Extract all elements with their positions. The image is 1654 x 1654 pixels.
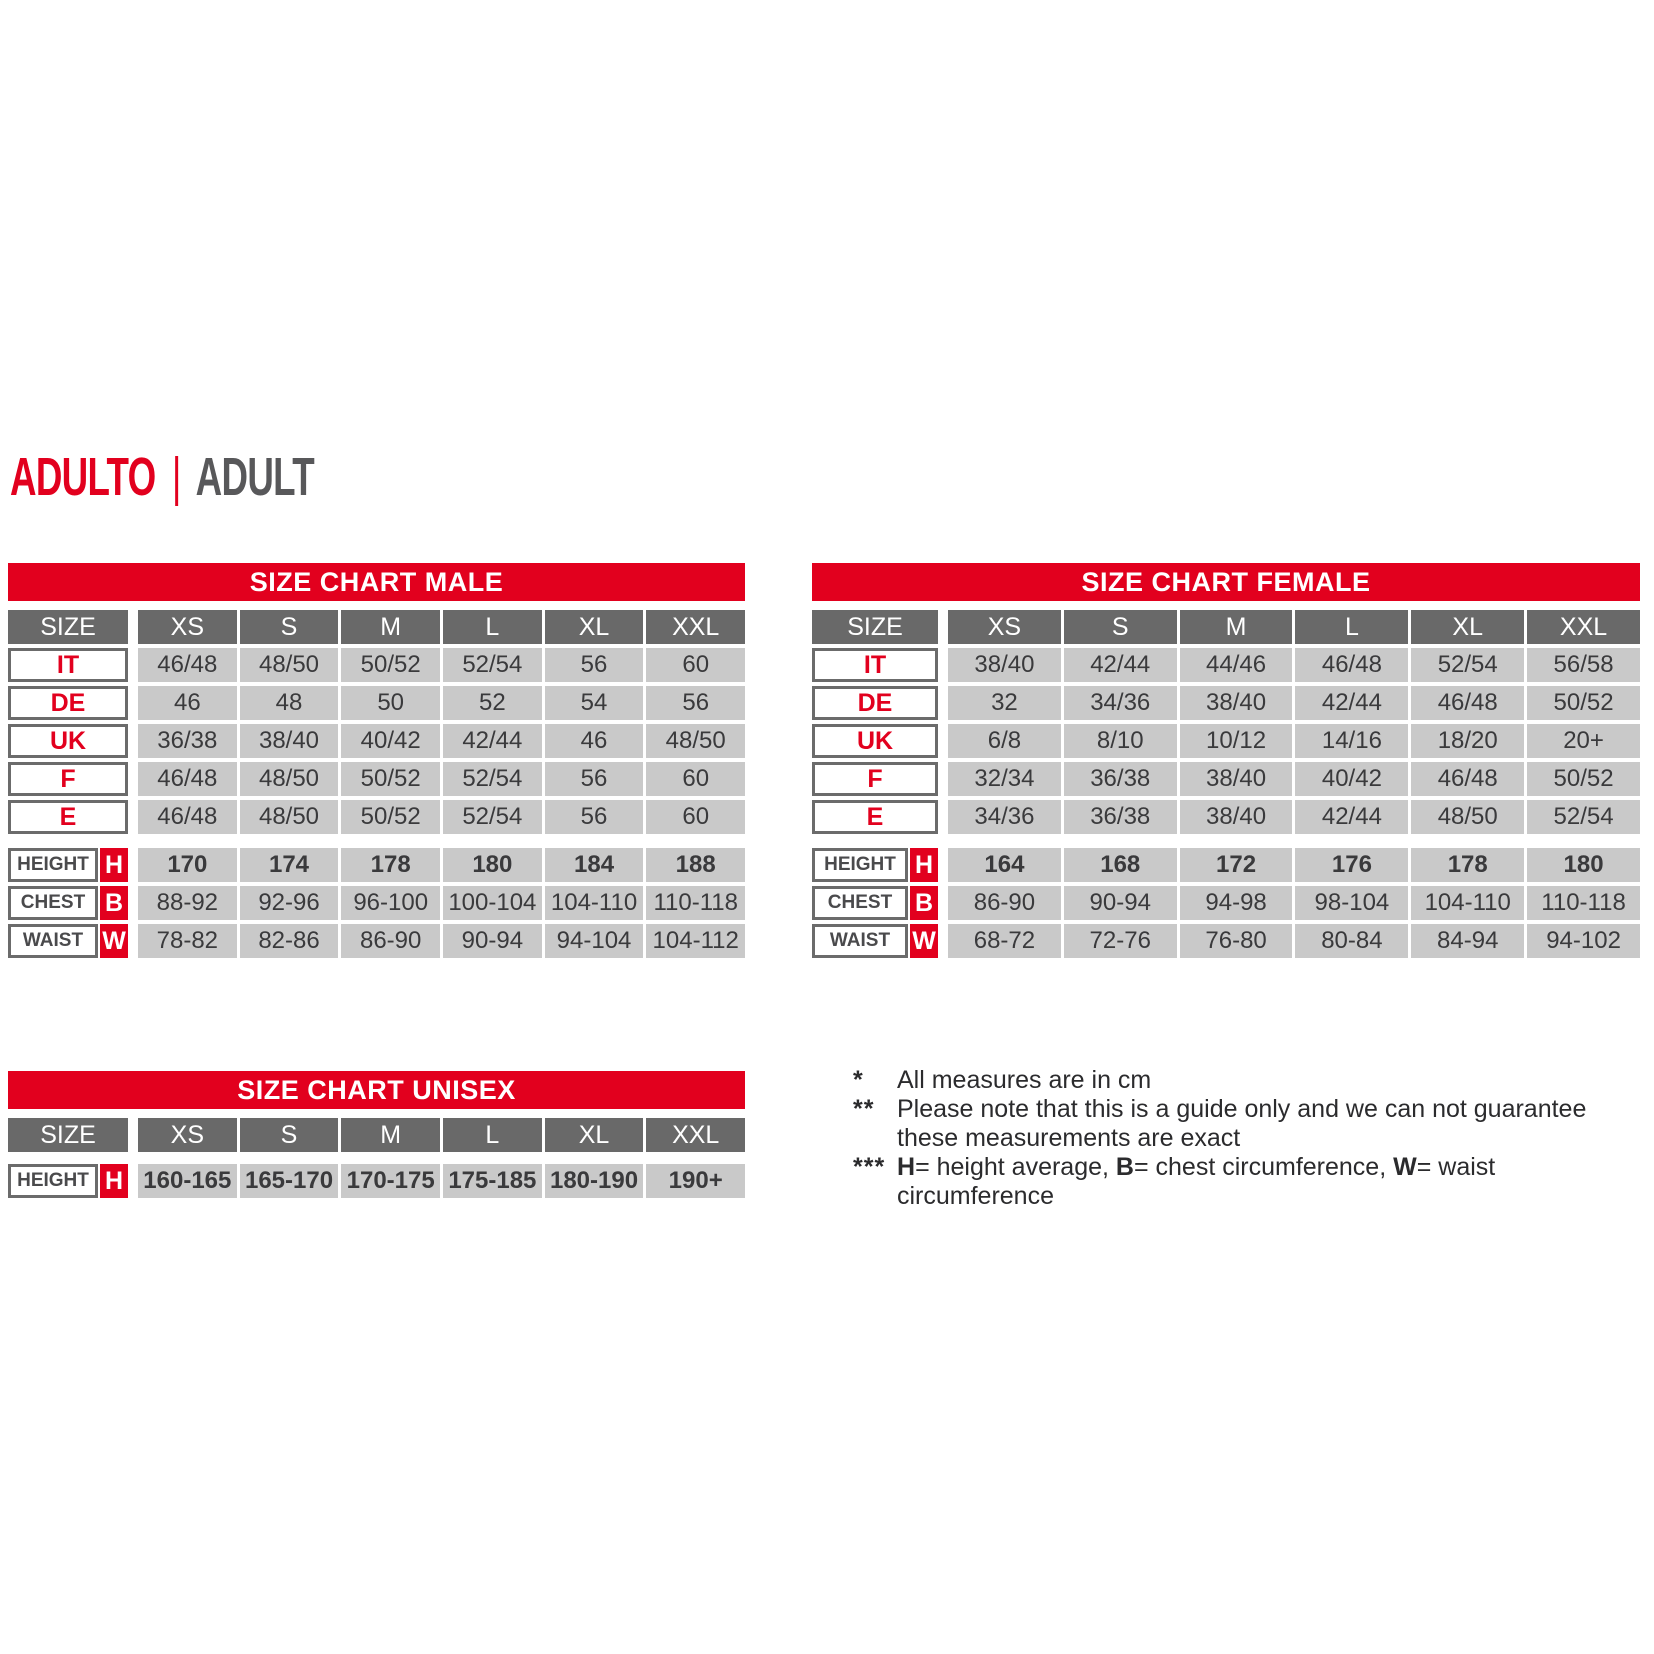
- footnote-measures-cm: [853, 1066, 1653, 1095]
- unisex-header-xs: XS: [138, 1118, 237, 1152]
- footnote-marker: [853, 1124, 897, 1153]
- size-value-cell: 48/50: [646, 724, 745, 758]
- size-value-cell: 46/48: [138, 648, 237, 682]
- female-header-row: [812, 610, 1640, 644]
- female-header-m: M: [1180, 610, 1293, 644]
- male-header-xs: XS: [138, 610, 237, 644]
- page-title-english: ADULT: [195, 447, 314, 507]
- size-value-cell: 8/10: [1064, 724, 1177, 758]
- size-value-cell: 40/42: [341, 724, 440, 758]
- size-value-cell: 44/46: [1180, 648, 1293, 682]
- measure-value-cell: 104-112: [646, 924, 745, 958]
- measure-value-cell: 160-165: [138, 1164, 237, 1198]
- male-waist-label: WAIST: [8, 924, 98, 958]
- size-value-cell: 52/54: [1527, 800, 1640, 834]
- male-row-f: [8, 762, 745, 796]
- measure-value-cell: 104-110: [545, 886, 644, 920]
- size-value-cell: 38/40: [240, 724, 339, 758]
- measure-value-cell: 92-96: [240, 886, 339, 920]
- size-value-cell: 36/38: [138, 724, 237, 758]
- waist-badge: W: [910, 924, 938, 958]
- measure-value-cell: 78-82: [138, 924, 237, 958]
- size-value-cell: 46/48: [138, 800, 237, 834]
- size-value-cell: 46: [138, 686, 237, 720]
- unisex-header-row: [8, 1118, 745, 1152]
- unisex-table-banner: SIZE CHART UNISEX: [8, 1071, 745, 1109]
- size-value-cell: 6/8: [948, 724, 1061, 758]
- size-value-cell: 52/54: [1411, 648, 1524, 682]
- measure-value-cell: 72-76: [1064, 924, 1177, 958]
- male-measures-section: [8, 848, 745, 958]
- measure-value-cell: 88-92: [138, 886, 237, 920]
- unisex-measures-section: [8, 1164, 745, 1198]
- size-value-cell: 52/54: [443, 762, 542, 796]
- page-title: [10, 446, 457, 508]
- measure-value-cell: 94-104: [545, 924, 644, 958]
- size-value-cell: 20+: [1527, 724, 1640, 758]
- female-row-label-e: E: [812, 800, 938, 834]
- female-header-xl: XL: [1411, 610, 1524, 644]
- size-value-cell: 38/40: [948, 648, 1061, 682]
- male-row-label-de: DE: [8, 686, 128, 720]
- female-row-f: [812, 762, 1640, 796]
- male-header-row: [8, 610, 745, 644]
- female-row-label-f: F: [812, 762, 938, 796]
- female-row-de: [812, 686, 1640, 720]
- measure-value-cell: 82-86: [240, 924, 339, 958]
- measure-value-cell: 68-72: [948, 924, 1061, 958]
- size-value-cell: 54: [545, 686, 644, 720]
- male-row-e: [8, 800, 745, 834]
- title-separator: |: [171, 447, 181, 507]
- measure-value-cell: 176: [1295, 848, 1408, 882]
- male-table-banner: SIZE CHART MALE: [8, 563, 745, 601]
- size-value-cell: 50/52: [341, 762, 440, 796]
- female-chest-row: [812, 886, 1640, 920]
- male-row-label-uk: UK: [8, 724, 128, 758]
- size-value-cell: 50/52: [341, 648, 440, 682]
- unisex-header-size: SIZE: [8, 1118, 128, 1152]
- size-value-cell: 60: [646, 800, 745, 834]
- size-value-cell: 52: [443, 686, 542, 720]
- measure-value-cell: 164: [948, 848, 1061, 882]
- male-row-uk: [8, 724, 745, 758]
- male-height-row: [8, 848, 745, 882]
- measure-value-cell: 110-118: [1527, 886, 1640, 920]
- male-header-s: S: [240, 610, 339, 644]
- female-height-row: [812, 848, 1640, 882]
- unisex-height-label: HEIGHT: [8, 1164, 98, 1198]
- size-value-cell: 56: [545, 800, 644, 834]
- footnote-marker: ***: [853, 1153, 886, 1181]
- size-value-cell: 36/38: [1064, 800, 1177, 834]
- size-value-cell: 38/40: [1180, 800, 1293, 834]
- measure-value-cell: 94-98: [1180, 886, 1293, 920]
- footnote-guide-only-cont: [853, 1124, 1653, 1153]
- size-value-cell: 42/44: [1295, 800, 1408, 834]
- measure-value-cell: 174: [240, 848, 339, 882]
- measure-value-cell: 170-175: [341, 1164, 440, 1198]
- male-header-m: M: [341, 610, 440, 644]
- unisex-header-xl: XL: [545, 1118, 644, 1152]
- size-value-cell: 18/20: [1411, 724, 1524, 758]
- female-row-e: [812, 800, 1640, 834]
- height-badge: H: [910, 848, 938, 882]
- size-value-cell: 56: [545, 762, 644, 796]
- size-value-cell: 48/50: [1411, 800, 1524, 834]
- size-value-cell: 46/48: [138, 762, 237, 796]
- size-value-cell: 60: [646, 762, 745, 796]
- measure-value-cell: 180-190: [545, 1164, 644, 1198]
- size-value-cell: 32: [948, 686, 1061, 720]
- size-value-cell: 50/52: [1527, 686, 1640, 720]
- measure-value-cell: 184: [545, 848, 644, 882]
- size-value-cell: 42/44: [443, 724, 542, 758]
- male-header-xxl: XXL: [646, 610, 745, 644]
- size-value-cell: 56/58: [1527, 648, 1640, 682]
- size-value-cell: 40/42: [1295, 762, 1408, 796]
- measure-value-cell: 172: [1180, 848, 1293, 882]
- size-value-cell: 34/36: [1064, 686, 1177, 720]
- male-row-label-f: F: [8, 762, 128, 796]
- female-waist-label: WAIST: [812, 924, 908, 958]
- male-row-it: [8, 648, 745, 682]
- female-size-table: [812, 563, 1640, 962]
- size-value-cell: 14/16: [1295, 724, 1408, 758]
- measure-value-cell: 110-118: [646, 886, 745, 920]
- chest-badge: B: [910, 886, 938, 920]
- measure-value-cell: 76-80: [1180, 924, 1293, 958]
- female-chest-label: CHEST: [812, 886, 908, 920]
- size-value-cell: 46/48: [1411, 686, 1524, 720]
- male-chest-row: [8, 886, 745, 920]
- measure-value-cell: 100-104: [443, 886, 542, 920]
- size-value-cell: 32/34: [948, 762, 1061, 796]
- size-value-cell: 48: [240, 686, 339, 720]
- measure-value-cell: 178: [1411, 848, 1524, 882]
- footnote-text: these measurements are exact: [897, 1124, 1241, 1152]
- male-header-l: L: [443, 610, 542, 644]
- size-value-cell: 52/54: [443, 800, 542, 834]
- size-value-cell: 38/40: [1180, 762, 1293, 796]
- measure-value-cell: 178: [341, 848, 440, 882]
- size-value-cell: 46/48: [1295, 648, 1408, 682]
- size-value-cell: 42/44: [1295, 686, 1408, 720]
- male-size-table: [8, 563, 745, 962]
- unisex-size-table: [8, 1071, 745, 1202]
- size-value-cell: 46/48: [1411, 762, 1524, 796]
- size-value-cell: 56: [646, 686, 745, 720]
- size-value-cell: 56: [545, 648, 644, 682]
- male-row-label-it: IT: [8, 648, 128, 682]
- measure-value-cell: 86-90: [948, 886, 1061, 920]
- unisex-header-l: L: [443, 1118, 542, 1152]
- female-waist-row: [812, 924, 1640, 958]
- footnote-guide-only: [853, 1095, 1653, 1124]
- measure-value-cell: 94-102: [1527, 924, 1640, 958]
- male-waist-row: [8, 924, 745, 958]
- measure-value-cell: 104-110: [1411, 886, 1524, 920]
- height-badge: H: [100, 1164, 128, 1198]
- measure-value-cell: 170: [138, 848, 237, 882]
- size-value-cell: 36/38: [1064, 762, 1177, 796]
- footnote-legend: [853, 1153, 1653, 1211]
- size-value-cell: 48/50: [240, 648, 339, 682]
- unisex-header-m: M: [341, 1118, 440, 1152]
- size-value-cell: 50: [341, 686, 440, 720]
- chest-badge: B: [100, 886, 128, 920]
- measure-value-cell: 84-94: [1411, 924, 1524, 958]
- footnote-text: All measures are in cm: [897, 1066, 1152, 1094]
- measure-value-cell: 180: [1527, 848, 1640, 882]
- female-row-label-it: IT: [812, 648, 938, 682]
- female-header-l: L: [1295, 610, 1408, 644]
- male-chest-label: CHEST: [8, 886, 98, 920]
- size-value-cell: 60: [646, 648, 745, 682]
- measure-value-cell: 96-100: [341, 886, 440, 920]
- unisex-header-s: S: [240, 1118, 339, 1152]
- female-height-label: HEIGHT: [812, 848, 908, 882]
- female-row-it: [812, 648, 1640, 682]
- male-header-size: SIZE: [8, 610, 128, 644]
- unisex-header-xxl: XXL: [646, 1118, 745, 1152]
- female-table-banner: SIZE CHART FEMALE: [812, 563, 1640, 601]
- measure-value-cell: 168: [1064, 848, 1177, 882]
- size-value-cell: 34/36: [948, 800, 1061, 834]
- female-measures-section: [812, 848, 1640, 958]
- measure-value-cell: 86-90: [341, 924, 440, 958]
- male-row-de: [8, 686, 745, 720]
- footnote-marker: **: [853, 1095, 875, 1123]
- female-header-size: SIZE: [812, 610, 938, 644]
- female-header-xs: XS: [948, 610, 1061, 644]
- height-badge: H: [100, 848, 128, 882]
- size-value-cell: 46: [545, 724, 644, 758]
- size-value-cell: 50/52: [341, 800, 440, 834]
- female-header-xxl: XXL: [1527, 610, 1640, 644]
- page-title-italian: ADULTO: [10, 447, 156, 507]
- male-header-xl: XL: [545, 610, 644, 644]
- footnotes: [853, 1066, 1653, 1211]
- size-value-cell: 10/12: [1180, 724, 1293, 758]
- unisex-height-row: [8, 1164, 745, 1198]
- measure-value-cell: 180: [443, 848, 542, 882]
- male-height-label: HEIGHT: [8, 848, 98, 882]
- measure-value-cell: 90-94: [443, 924, 542, 958]
- size-value-cell: 50/52: [1527, 762, 1640, 796]
- footnote-text: Please note that this is a guide only and we can not guarantee: [897, 1095, 1587, 1123]
- female-header-s: S: [1064, 610, 1177, 644]
- waist-badge: W: [100, 924, 128, 958]
- female-row-uk: [812, 724, 1640, 758]
- measure-value-cell: 165-170: [240, 1164, 339, 1198]
- size-value-cell: 38/40: [1180, 686, 1293, 720]
- measure-value-cell: 98-104: [1295, 886, 1408, 920]
- measure-value-cell: 175-185: [443, 1164, 542, 1198]
- size-value-cell: 42/44: [1064, 648, 1177, 682]
- footnote-marker: *: [853, 1066, 864, 1094]
- size-value-cell: 48/50: [240, 800, 339, 834]
- footnote-legend-text: H= height average, B= chest circumference, W= waist circumference: [897, 1153, 1496, 1210]
- size-value-cell: 48/50: [240, 762, 339, 796]
- measure-value-cell: 188: [646, 848, 745, 882]
- female-row-label-uk: UK: [812, 724, 938, 758]
- measure-value-cell: 90-94: [1064, 886, 1177, 920]
- measure-value-cell: 190+: [646, 1164, 745, 1198]
- size-value-cell: 52/54: [443, 648, 542, 682]
- female-row-label-de: DE: [812, 686, 938, 720]
- male-row-label-e: E: [8, 800, 128, 834]
- measure-value-cell: 80-84: [1295, 924, 1408, 958]
